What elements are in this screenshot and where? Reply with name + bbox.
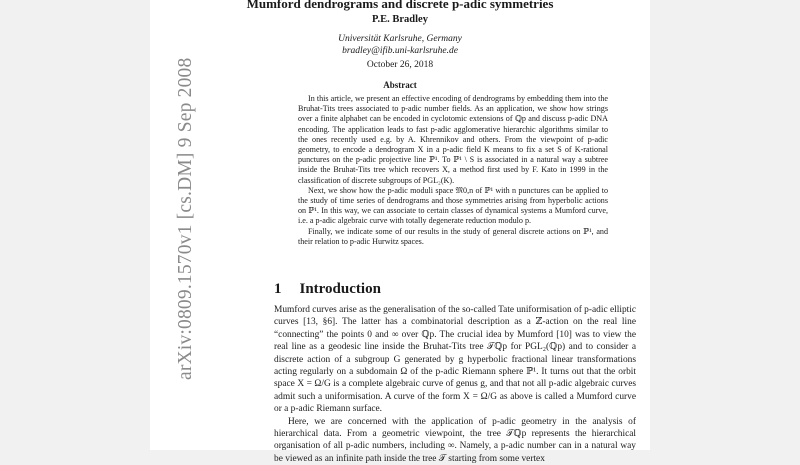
arxiv-identifier: arXiv:0809.1570v1 [cs.DM] 9 Sep 2008 xyxy=(175,57,196,380)
body-paragraph: Here, we are concerned with the application of p-adic geometry in the analysis of hierarchical data. From a geometric viewpoint, the tree 𝒯ℚp represents the hierarchical organisation of all p-adic numbers, including ∞. Namely, a p-adic number can in a natural way be viewed as an infinite path inside the tree 𝒯 starting from some vertex xyxy=(274,416,636,464)
abstract-paragraph: Finally, we indicate some of our results in the study of general discrete actions on ℙ¹, and their relation to p-adic Hurwitz spaces. xyxy=(298,226,608,246)
abstract-heading: Abstract xyxy=(383,80,417,90)
section-title: Introduction xyxy=(299,281,381,297)
abstract-paragraph: Next, we show how the p-adic moduli space 𝔐0,n of ℙ¹ with n punctures can be applied to the study of time series of dendrograms and those symmetries arising from hyperbolic actions on ℙ¹. In this way, we can associate to certain classes of dynamical systems a Mumford curve, i.e. a p-adic algebraic curve with totally degenerate reduction modulo p. xyxy=(298,185,608,226)
paper-date: October 26, 2018 xyxy=(366,60,434,70)
body-paragraph: Mumford curves arise as the generalisation of the so-called Tate uniformisation of p-adic elliptic curves [13, §6]. The latter has a combinatorial description as a ℤ-action on the real line “connecting” the points 0 and ∞ over ℚp. The crucial idea by Mumford [10] was to view the real line as a geodesic line inside the Bruhat-Tits tree 𝒯ℚp for PGL₂(ℚp) and to consider a discrete action of a subgroup G generated by g hyperbolic fractional linear transformations acting regularly on a subdomain Ω of the p-adic Riemann sphere ℙ¹. It turns out that the orbit space X = Ω/G is a complete algebraic curve of genus g, and that not all p-adic algebraic curves admit such a uniformisation. A curve of the form X = Ω/G as above is called a Mumford curve or a p-adic Riemann surface. xyxy=(274,305,636,415)
abstract-paragraph: In this article, we present an effective encoding of dendrograms by embedding them into the Bruhat-Tits trees associated to p-adic number fields. As an application, we show how strings over a finite alphabet can be encoded in cyclotomic extensions of ℚp and discuss p-adic DNA encoding. The application leads to fast p-adic agglomerative hierarchic algorithms similar to the ones recently used e.g. by A. Khrennikov and others. From the viewpoint of p-adic geometry, to encode a dendrogram X in a p-adic field K means to fix a set S of K-rational punctures on the p-adic projective line ℙ¹. To ℙ¹ \ S is associated in a natural way a subtree inside the Bruhat-Tits tree which recovers X, a method first used by F. Kato in 1999 in the classification of discrete subgroups of PGL₂(K). xyxy=(298,94,608,185)
section-number: 1 xyxy=(274,281,282,297)
paper-title: Mumford dendrograms and discrete p-adic symmetries xyxy=(246,0,554,11)
section-body xyxy=(274,304,636,465)
author-email: bradley@ifib.uni-karlsruhe.de xyxy=(342,46,458,56)
affiliation-line: Universität Karlsruhe, Germany xyxy=(338,34,462,44)
paper-author: P.E. Bradley xyxy=(372,14,428,25)
section-heading xyxy=(274,281,381,298)
author-affiliation xyxy=(150,33,650,57)
abstract-body xyxy=(298,94,608,247)
